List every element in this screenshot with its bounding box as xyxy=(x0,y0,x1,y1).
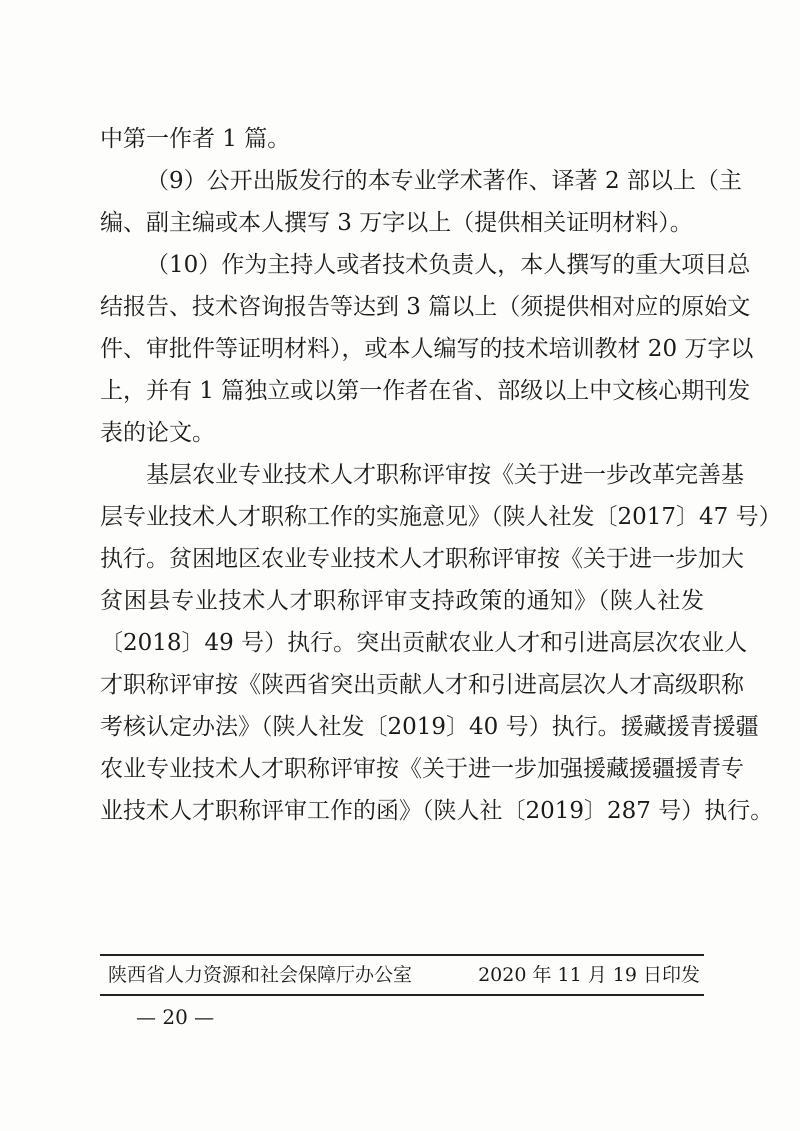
text-line: 基层农业专业技术人才职称评审按《关于进一步改革完善基 xyxy=(146,462,744,488)
text-line: 编、副主编或本人撰写 3 万字以上（提供相关证明材料）。 xyxy=(100,210,693,236)
text-line: 贫困县专业技术人才职称评审支持政策的通知》（陕人社发 xyxy=(100,588,704,614)
text-line: 农业专业技术人才职称评审按《关于进一步加强援藏援疆援青专 xyxy=(100,756,744,782)
text-line: 考核认定办法》（陕人社发〔2019〕40 号）执行。援藏援青援疆 xyxy=(100,714,759,740)
footer-imprint xyxy=(108,958,704,992)
text-line: 才职称评审按《陕西省突出贡献人才和引进高层次人才高级职称 xyxy=(100,672,744,698)
issuer-name: 陕西省人力资源和社会保障厅办公室 xyxy=(108,964,413,986)
text-line: 层专业技术人才职称工作的实施意见》（陕人社发〔2017〕47 号） xyxy=(100,504,782,530)
text-line: 结报告、技术咨询报告等达到 3 篇以上（须提供相对应的原始文 xyxy=(100,294,751,320)
text-line: 〔2018〕49 号）执行。突出贡献农业人才和引进高层次农业人 xyxy=(100,630,748,656)
text-line: （9）公开出版发行的本专业学术著作、译著 2 部以上（主 xyxy=(146,168,742,194)
text-line: （10）作为主持人或者技术负责人，本人撰写的重大项目总 xyxy=(146,252,751,278)
text-line: 表的论文。 xyxy=(100,420,215,446)
issue-date: 2020 年 11 月 19 日印发 xyxy=(478,964,700,986)
text-line: 中第一作者 1 篇。 xyxy=(100,126,291,152)
footer-top-rule xyxy=(100,954,704,956)
footer-bottom-rule xyxy=(100,994,704,996)
text-line: 业技术人才职称评审工作的函》（陕人社〔2019〕287 号）执行。 xyxy=(100,798,774,824)
text-line: 上，并有 1 篇独立或以第一作者在省、部级以上中文核心期刊发 xyxy=(100,378,751,404)
text-line: 执行。贫困地区农业专业技术人才职称评审按《关于进一步加大 xyxy=(100,546,744,572)
text-line: 件、审批件等证明材料），或本人编写的技术培训教材 20 万字以 xyxy=(100,336,754,362)
page-number: — 20 — xyxy=(136,1005,215,1029)
body-text xyxy=(100,118,782,832)
